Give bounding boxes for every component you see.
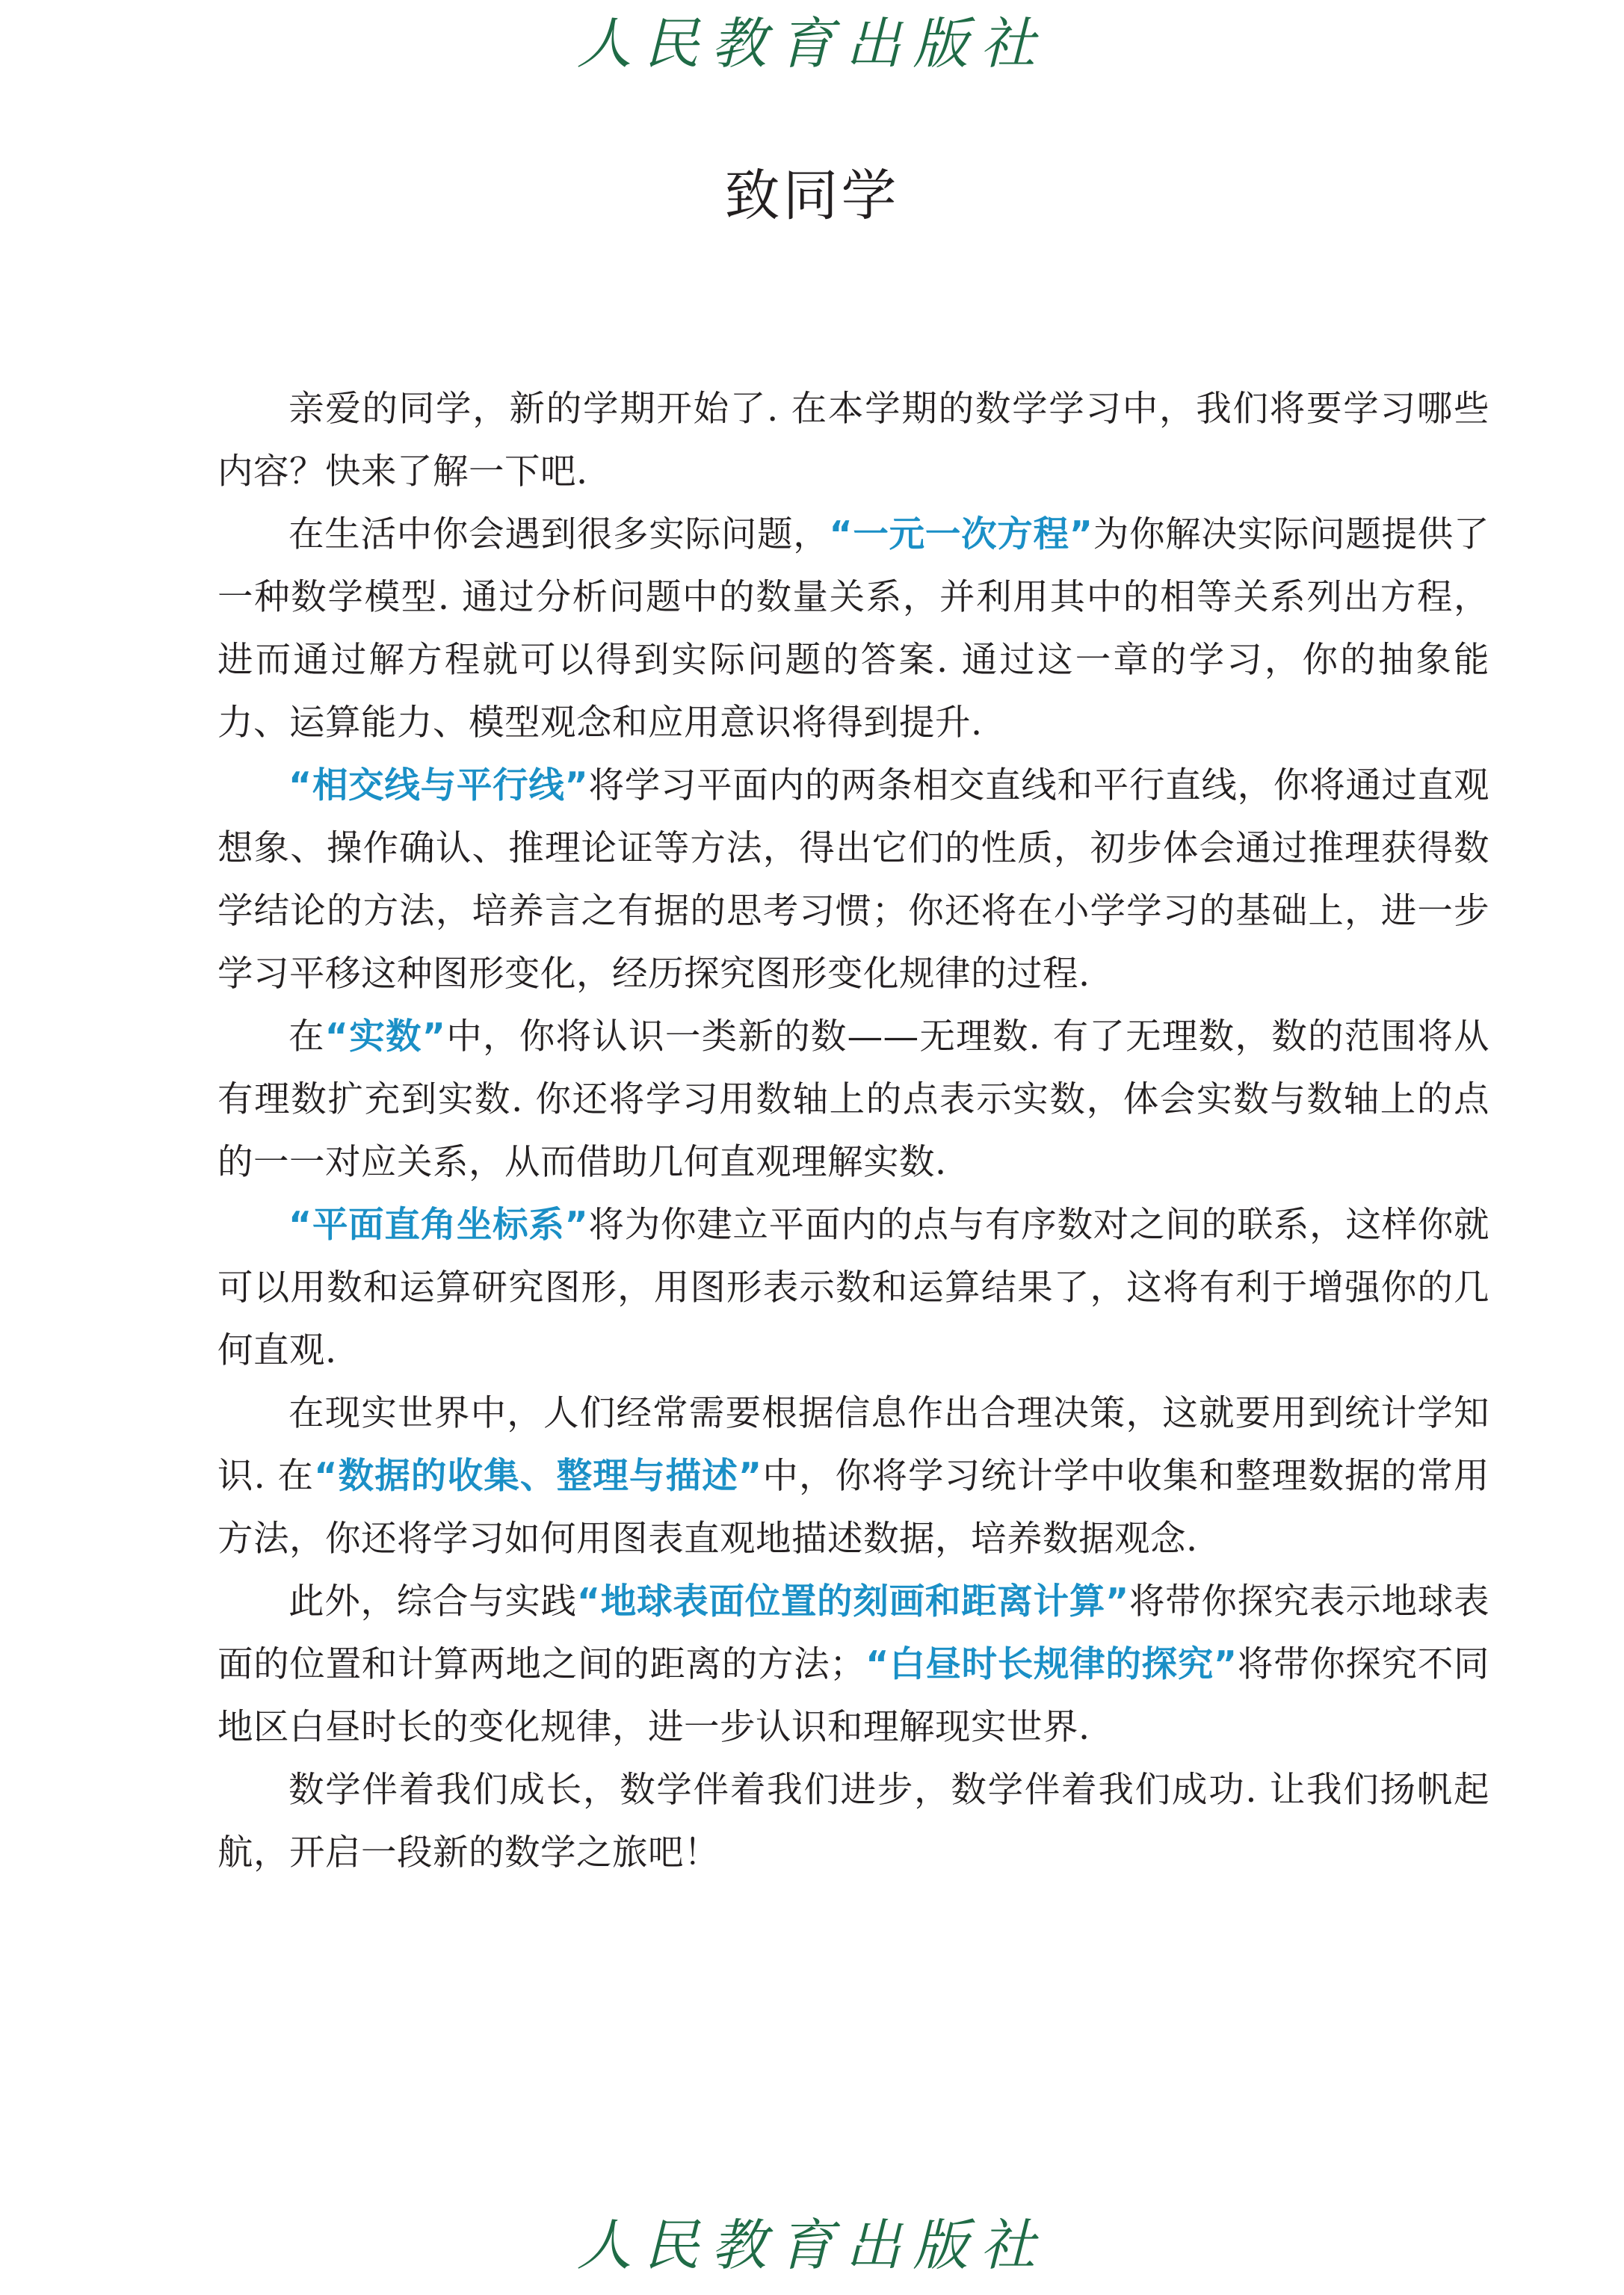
paragraph-text: 在生活中你会遇到很多实际问题，: [288, 514, 830, 555]
chapter-highlight: “一元一次方程”: [829, 514, 1093, 555]
paragraph-text: 数学伴着我们成长，数学伴着我们进步，数学伴着我们成功. 让我们扬帆起航，开启一段新的数学之旅吧！: [217, 1770, 1489, 1874]
paragraph-text: 在现实世界中，人们经常需要根据信息作出合理决策，这就要用到统计学知识. 在: [217, 1393, 1489, 1497]
paragraph-text: 将带你探究表示地球表面的位置和计算两地之间的距离的方法；: [217, 1581, 1490, 1685]
chapter-highlight: “地球表面位置的刻画和距离计算”: [576, 1581, 1129, 1622]
paragraph: [217, 1571, 1489, 1759]
paragraph-text: 此外，综合与实践: [288, 1581, 577, 1622]
publisher-logo-bottom: 人民教育出版社: [576, 2214, 1048, 2278]
paragraph: [217, 1006, 1489, 1194]
paragraph: [217, 378, 1489, 504]
paragraph-text: 将学习平面内的两条相交直线和平行直线，你将通过直观想象、操作确认、推理论证等方法，得出它们的性质，初步体会通过推理获得数学结论的方法，培养言之有据的思考习惯；你还将在小学学习的基础上，进一步学习平移这种图形变化，经历探究图形变化规律的过程.: [217, 765, 1490, 995]
letter-body: [217, 378, 1489, 1885]
paragraph-text: 在: [288, 1016, 325, 1057]
paragraph: [217, 1759, 1489, 1885]
page-title: 致同学: [724, 164, 900, 228]
paragraph: [217, 1383, 1489, 1571]
publisher-logo-top: 人民教育出版社: [576, 12, 1048, 76]
paragraph-text: 将带你探究不同地区白昼时长的变化规律，进一步认识和理解现实世界.: [217, 1644, 1490, 1748]
chapter-highlight: “数据的收集、整理与描述”: [314, 1456, 762, 1497]
paragraph: [217, 755, 1489, 1006]
paragraph-text: 为你解决实际问题提供了一种数学模型. 通过分析问题中的数量关系，并利用其中的相等关系列出方程，进而通过解方程就可以得到实际问题的答案. 通过这一章的学习，你的抽象能力、运算能力、模型观念和应用意识将得到提升.: [217, 514, 1490, 744]
paragraph: [217, 504, 1489, 755]
chapter-highlight: “相交线与平行线”: [288, 765, 589, 806]
paragraph: [217, 1194, 1489, 1383]
paragraph-text: 中，你将认识一类新的数——无理数. 有了无理数，数的范围将从有理数扩充到实数. 你还将学习用数轴上的点表示实数，体会实数与数轴上的点的一一对应关系，从而借助几何直观理解实数.: [217, 1016, 1490, 1183]
paragraph-text: 中，你将学习统计学中收集和整理数据的常用方法，你还将学习如何用图表直观地描述数据，培养数据观念.: [217, 1456, 1490, 1560]
chapter-highlight: “白昼时长规律的探究”: [865, 1644, 1238, 1685]
chapter-highlight: “实数”: [324, 1016, 446, 1057]
paragraph-text: 将为你建立平面内的点与有序数对之间的联系，这样你就可以用数和运算研究图形，用图形表示数和运算结果了，这将有利于增强你的几何直观.: [217, 1205, 1490, 1371]
paragraph-text: 亲爱的同学，新的学期开始了. 在本学期的数学学习中，我们将要学习哪些内容？快来了解一下吧.: [217, 389, 1489, 492]
chapter-highlight: “平面直角坐标系”: [288, 1205, 589, 1246]
